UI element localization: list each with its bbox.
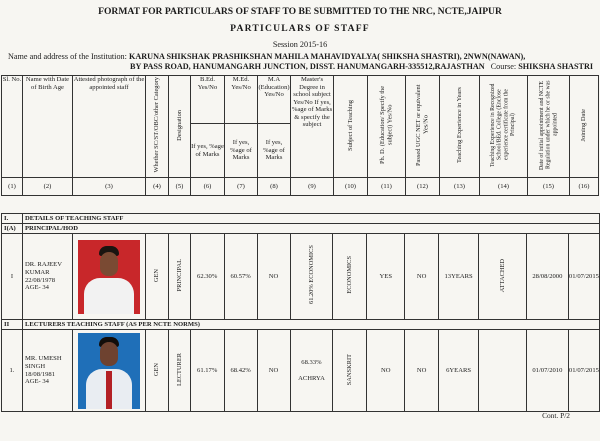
staff-name-cell [22, 330, 72, 412]
staff-age: AGE- 34 [24, 378, 49, 386]
staff-name: DR. RAJEEV KUMAR [24, 261, 62, 276]
institution-line-1 [8, 52, 525, 61]
staff-bed: 61.17% [190, 330, 224, 412]
col-experience [440, 76, 480, 178]
col-category-label: Whether SC/ST/OBC/other Category [153, 77, 161, 173]
staff-joining: 01/07/2015 [568, 234, 599, 320]
staff-designation [168, 330, 190, 412]
col-category [146, 76, 169, 178]
col-name: Name with Date of Birth Age [23, 76, 73, 178]
staff-masters [290, 234, 333, 320]
col-number: (3) [73, 178, 146, 196]
table-row [2, 330, 600, 412]
section-main-no: I. [2, 214, 23, 224]
col-phd [368, 76, 406, 178]
col-number: (2) [23, 178, 73, 196]
table-row [2, 234, 600, 320]
course-label: Course: [490, 62, 517, 71]
staff-ugc: NO [405, 330, 439, 412]
col-number: (4) [146, 178, 169, 196]
staff-subject-text: ECONOMICS [346, 256, 354, 295]
col-phd-label: Ph. D. (Education/ Specify the subject) Yes/No [379, 86, 394, 165]
staff-joining: 01/07/2015 [568, 330, 599, 412]
section-lecturers [2, 320, 600, 330]
col-subject [334, 76, 368, 178]
staff-designation [168, 234, 190, 320]
col-number: (10) [334, 178, 368, 196]
staff-masters-text: 61.20% ECONOMICS [307, 245, 315, 305]
staff-table-header [1, 75, 599, 196]
staff-experience: 13YEARS [439, 234, 479, 320]
section-principal [2, 224, 600, 234]
staff-category-text: GEN [153, 362, 161, 376]
staff-photo [78, 240, 140, 314]
staff-phd: NO [367, 330, 405, 412]
staff-subject [333, 234, 367, 320]
session-label: Session 2015-16 [272, 40, 328, 49]
photo-face [100, 342, 118, 366]
staff-masters-subject: ACHRYA [298, 374, 325, 382]
col-number: (11) [368, 178, 406, 196]
section-main [2, 214, 600, 224]
staff-ma: NO [257, 234, 290, 320]
col-sl: Sl. No. [2, 76, 23, 178]
col-ugc [406, 76, 440, 178]
staff-appointment: 28/08/2000 [526, 234, 568, 320]
column-number-row [2, 178, 599, 196]
col-number: (1) [2, 178, 23, 196]
document-title: FORMAT FOR PARTICULARS OF STAFF TO BE SUBMITTED TO THE NRC, NCTE,JAIPUR [98, 6, 502, 17]
staff-appointment: 01/07/2010 [526, 330, 568, 412]
staff-table-body [1, 213, 600, 412]
col-designation [169, 76, 191, 178]
photo-shirt [84, 278, 134, 314]
staff-category [145, 234, 168, 320]
institution-prefix: Name and address of the Institution: [8, 52, 127, 61]
col-ma-bottom: If yes, %age of Marks [258, 124, 291, 178]
photo-face [100, 252, 118, 276]
col-joining [570, 76, 599, 178]
section-lecturers-no: II [2, 320, 23, 330]
staff-recognized-text: ATTACHED [498, 258, 506, 292]
staff-category-text: GEN [153, 268, 161, 282]
col-number: (16) [570, 178, 599, 196]
col-photo: Attested photograph of the appointed staff [73, 76, 146, 178]
staff-masters [290, 330, 333, 412]
col-bed-top: B.Ed. Yes/No [191, 76, 225, 124]
col-number: (7) [225, 178, 258, 196]
col-subject-label: Subject of Teaching [346, 99, 354, 151]
col-med-top: M.Ed. Yes/No [225, 76, 258, 124]
col-number: (13) [440, 178, 480, 196]
col-recognized [480, 76, 528, 178]
staff-subject-text: SANSKRIT [346, 353, 354, 385]
col-joining-label: Joining Date [580, 108, 588, 142]
staff-med: 68.42% [224, 330, 257, 412]
col-recognized-label: Teaching Experience in Recognized School/BEd. College (Enclose experience certificate from the Principal) [490, 83, 517, 167]
staff-subject [333, 330, 367, 412]
staff-ugc: NO [405, 234, 439, 320]
col-number: (9) [291, 178, 334, 196]
col-experience-label: Teaching Experience in Years [455, 87, 463, 164]
section-principal-no: I(A) [2, 224, 23, 234]
col-masters: Master's Degree in school subject Yes/No If yes, %age of Marks & specify the subject [291, 76, 334, 178]
staff-phd: YES [367, 234, 405, 320]
staff-dob: 18/08/1981 [24, 370, 56, 378]
photo-cell [72, 330, 145, 412]
staff-recognized [479, 330, 527, 412]
staff-designation-text: PRINCIPAL [175, 258, 183, 292]
section-main-label: DETAILS OF TEACHING STAFF [22, 214, 599, 224]
col-ugc-label: Passed UGC NET or equivalent Yes/No [415, 84, 430, 166]
staff-masters-percent: 68.33% [301, 358, 322, 366]
staff-photo [78, 333, 140, 409]
col-ma-top: M.A (Education) Yes/No [258, 76, 291, 124]
institution-name: KARUNA SHIKSHAK PRASHIKSHAN MAHILA MAHAVIDYALYA( SHIKSHA SHASTRI), 2NWN(NAWAN), [128, 52, 526, 61]
staff-dob: 22/08/1978 [24, 276, 56, 284]
col-number: (14) [480, 178, 528, 196]
col-appointment [528, 76, 570, 178]
staff-name: MR. UMESH SINGH [24, 355, 62, 370]
staff-name-cell [22, 234, 72, 320]
staff-recognized [479, 234, 527, 320]
col-designation-label: Designation [175, 109, 183, 141]
section-lecturers-label: LECTURERS TEACHING STAFF (AS PER NCTE NORMS) [22, 320, 599, 330]
staff-med: 60.57% [224, 234, 257, 320]
col-number: (6) [191, 178, 225, 196]
col-number: (5) [169, 178, 191, 196]
document-subtitle: PARTICULARS OF STAFF [230, 23, 370, 34]
staff-sl: I [2, 234, 23, 320]
photo-tie [106, 371, 112, 409]
col-bed-bottom: If yes, %age of Marks [191, 124, 225, 178]
staff-category [145, 330, 168, 412]
col-number: (12) [406, 178, 440, 196]
institution-line-2 [130, 62, 593, 71]
staff-sl: 1. [2, 330, 23, 412]
photo-cell [72, 234, 145, 320]
col-number: (8) [258, 178, 291, 196]
section-principal-label: PRINCIPAL/HOD [22, 224, 599, 234]
col-med-bottom: If yes, %age of Marks [225, 124, 258, 178]
staff-bed: 62.30% [190, 234, 224, 320]
staff-age: AGE- 34 [24, 284, 49, 292]
institution-address: BY PASS ROAD, HANUMANGARH JUNCTION, DISST. HANUMANGARH-335512,RAJASTHAN [130, 62, 485, 71]
col-appointment-label: Date of initial appointment and NCTE Regulation under which he or she was appointed [538, 80, 558, 170]
staff-ma: NO [257, 330, 290, 412]
continuation-note: Cont. P/2 [542, 411, 570, 420]
staff-experience: 6YEARS [439, 330, 479, 412]
col-number: (15) [528, 178, 570, 196]
staff-designation-text: LECTURER [175, 352, 183, 386]
course-name: SHIKSHA SHASTRI [518, 62, 594, 71]
